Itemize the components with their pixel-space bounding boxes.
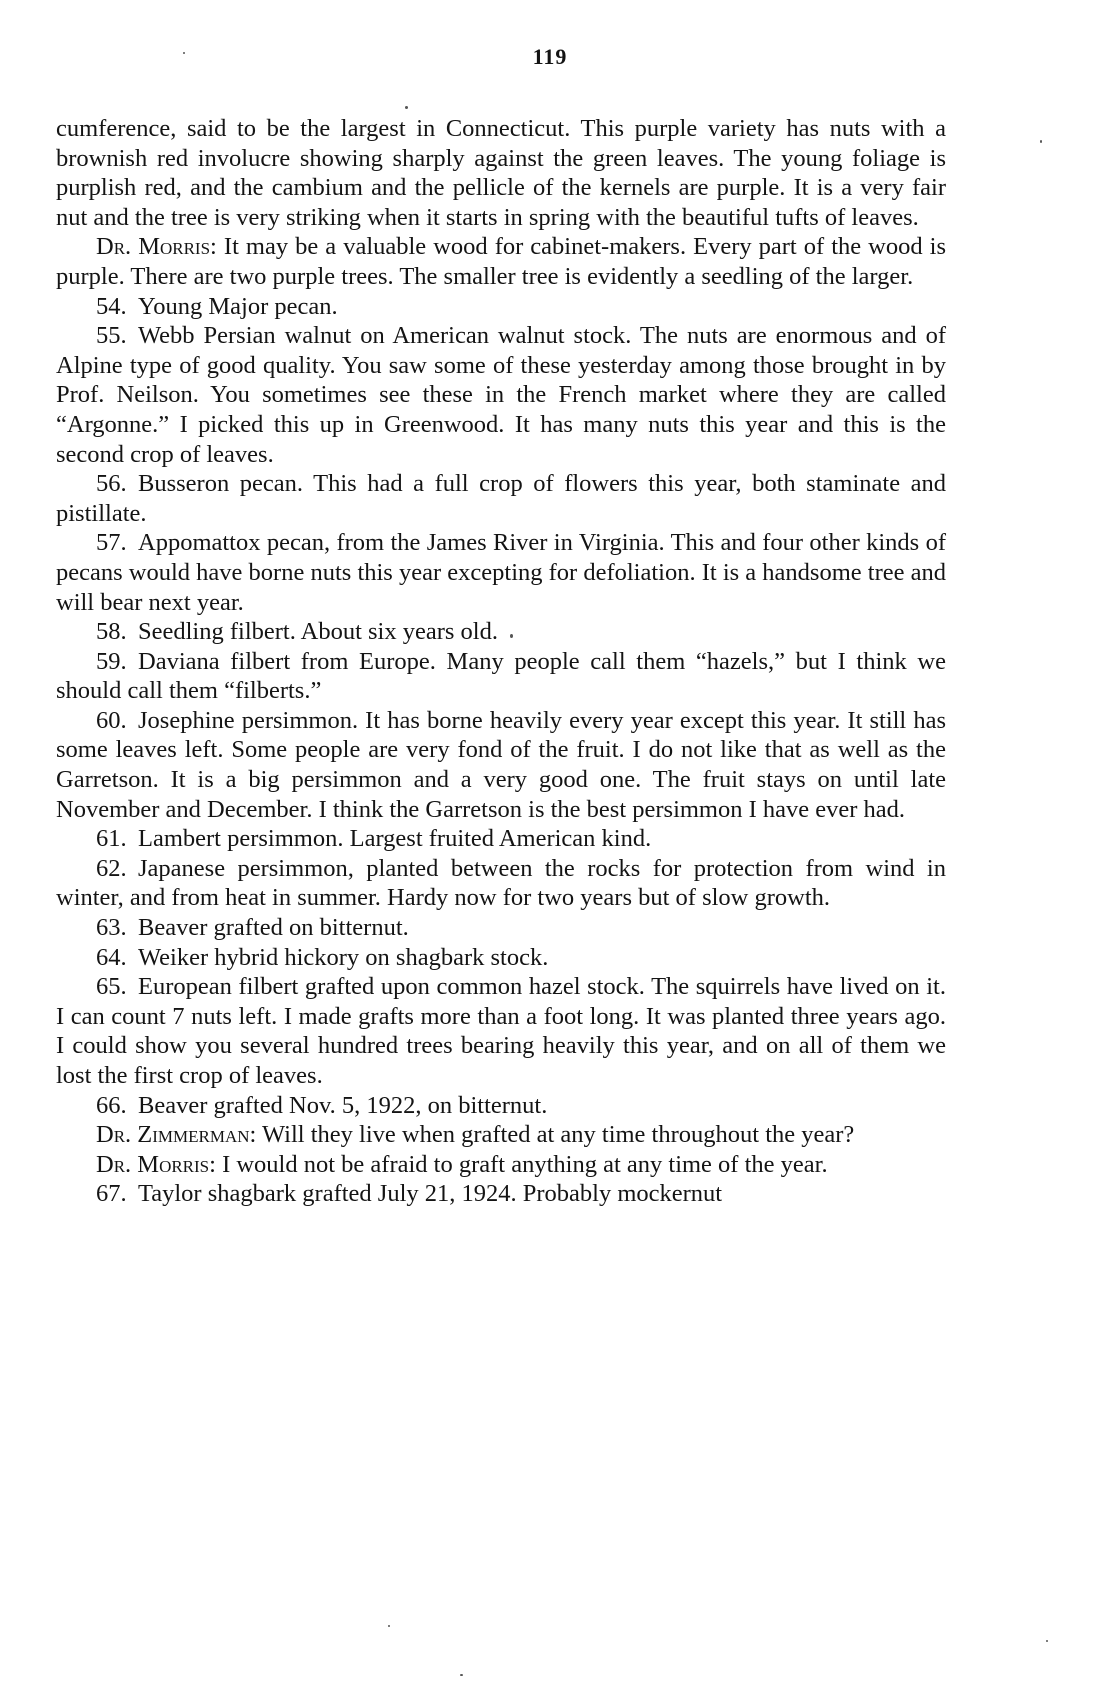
entry-62	[56, 854, 946, 913]
entry-number: 58.	[96, 618, 127, 646]
entry-text: Appomattox pecan, from the James River in Virginia. This and four other kinds of pecans would have borne nuts this year excepting for defoliation. It is a handsome tree and will bear next year.	[56, 529, 946, 616]
entry-text: Young Major pecan.	[138, 292, 338, 320]
scan-speck	[405, 106, 408, 109]
paragraph-dr-morris	[56, 232, 946, 291]
entry-number: 61.	[96, 825, 127, 853]
entry-number: 63.	[96, 914, 127, 942]
entry-55	[56, 321, 946, 469]
page-number: 119	[532, 44, 568, 69]
entry-text: Josephine persimmon. It has borne heavily every year except this year. It still has some leaves left. Some people are very fond of the fruit. I do not like that as well as the Garretson. It is a big persimmon and a very good one. The fruit stays on until late November and December. I think the Garretson is the best persimmon I have ever had.	[56, 706, 946, 823]
entry-54	[56, 292, 946, 322]
paragraph-text: It may be a valuable wood for cabinet-makers. Every part of the wood is purple. There are two purple trees. The smaller tree is evidently a seedling of the larger.	[56, 233, 947, 290]
entry-number: 62.	[96, 854, 127, 882]
entry-number: 65.	[96, 973, 127, 1001]
entry-number: 55.	[96, 322, 127, 350]
entry-text: European filbert grafted upon common hazel stock. The squirrels have lived on it. I can count 7 nuts left. I made grafts more than a foot long. It was planted three years ago. I could show you several hundred trees bearing heavily this year, and on all of them we lost the first crop of leaves.	[56, 973, 946, 1089]
scan-speck	[1046, 1640, 1048, 1642]
paragraph-dr-zimmerman	[56, 1120, 946, 1150]
scan-speck	[183, 52, 185, 54]
entry-text: Taylor shagbark grafted July 21, 1924. Probably mockernut	[138, 1180, 723, 1208]
speaker-label: Dr. Morris:	[96, 233, 217, 261]
entry-number: 57.	[96, 529, 127, 557]
entry-66	[56, 1091, 946, 1121]
paragraph-dr-morris-reply	[56, 1150, 946, 1180]
entry-59	[56, 647, 946, 706]
entry-number: 59.	[96, 647, 127, 675]
paragraph-continuation	[56, 114, 946, 232]
entry-text: Daviana filbert from Europe. Many people call them “hazels,” but I think we should call them “filberts.”	[56, 647, 946, 705]
scan-speck	[460, 1674, 463, 1676]
entry-number: 66.	[96, 1091, 127, 1119]
entry-text: Weiker hybrid hickory on shagbark stock.	[138, 943, 549, 971]
entry-text: Japanese persimmon, planted between the rocks for protection from wind in winter, and from heat in summer. Hardy now for two years but of slow growth.	[56, 854, 946, 912]
entry-text: Busseron pecan. This had a full crop of flowers this year, both staminate and pistillate.	[56, 470, 946, 527]
entry-56	[56, 469, 946, 528]
entry-number: 56.	[96, 470, 127, 498]
paragraph-text: I would not be afraid to graft anything at any time of the year.	[222, 1150, 828, 1178]
entry-text: Seedling filbert. About six years old.	[138, 618, 498, 646]
page-body	[56, 114, 946, 1209]
scan-speck	[388, 1625, 390, 1627]
entry-text: Lambert persimmon. Largest fruited American kind.	[138, 825, 652, 853]
entry-text: Webb Persian walnut on American walnut stock. The nuts are enormous and of Alpine type of good quality. You saw some of these yesterday among those brought in by Prof. Neilson. You sometimes see these in the French market where they are called “Argonne.” I picked this up in Greenwood. It has many nuts this year and this is the second crop of leaves.	[56, 322, 946, 468]
entry-text: Beaver grafted Nov. 5, 1922, on bitternut.	[138, 1091, 548, 1119]
scan-speck	[510, 634, 513, 638]
entry-63	[56, 913, 946, 943]
entry-65	[56, 972, 946, 1090]
entry-number: 60.	[96, 706, 127, 734]
scan-speck	[1040, 140, 1042, 143]
entry-text: Beaver grafted on bitternut.	[138, 914, 409, 942]
entry-64	[56, 943, 946, 973]
entry-61	[56, 824, 946, 854]
paragraph-text: cumference, said to be the largest in Connecticut. This purple variety has nuts with a brownish red involucre showing sharply against the green leaves. The young foliage is purplish red, and the cambium and the pellicle of the kernels are purple. It is a very fair nut and the tree is very striking when it starts in spring with the beautiful tufts of leaves.	[56, 115, 946, 231]
speaker-label: Dr. Zimmerman:	[96, 1121, 257, 1149]
entry-67	[56, 1179, 946, 1209]
speaker-label: Dr. Morris:	[96, 1150, 216, 1178]
entry-60	[56, 706, 946, 824]
paragraph-text: Will they live when grafted at any time throughout the year?	[262, 1121, 855, 1149]
entry-number: 54.	[96, 292, 127, 320]
entry-58	[56, 617, 946, 647]
entry-57	[56, 528, 946, 617]
entry-number: 64.	[96, 943, 127, 971]
entry-number: 67.	[96, 1180, 127, 1208]
